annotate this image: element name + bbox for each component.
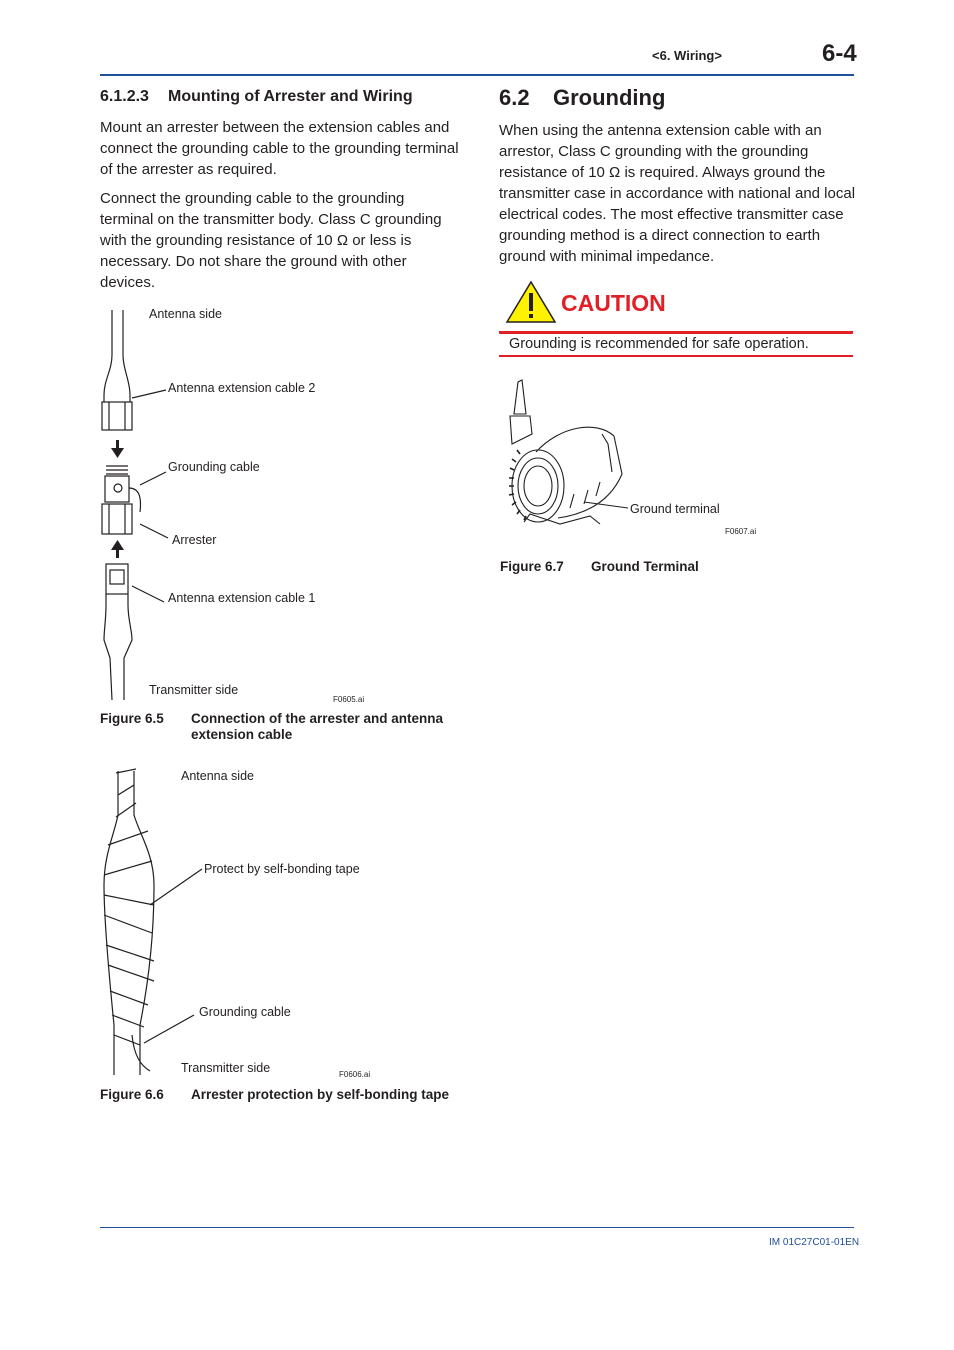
assembly-arrows bbox=[111, 440, 124, 558]
label-grounding-cable: Grounding cable bbox=[168, 460, 260, 474]
figure-file-code-67: F0607.ai bbox=[725, 527, 757, 536]
cable2-left-edge bbox=[104, 310, 112, 402]
label-arrester: Arrester bbox=[172, 533, 217, 547]
grounding-wire-66 bbox=[132, 1035, 150, 1071]
page-number: 6-4 bbox=[822, 40, 857, 67]
caption-text: Connection of the arrester and antenna extension cable bbox=[191, 711, 444, 742]
cable1-connector bbox=[106, 564, 128, 594]
arrester-nut bbox=[102, 504, 132, 534]
section-heading-6-1-2-3 bbox=[100, 88, 413, 106]
ground-terminal-leader bbox=[584, 502, 628, 508]
caution-title: CAUTION bbox=[561, 290, 666, 316]
paragraph-arrester-2: Connect the grounding cable to the grounding terminal on the transmitter body. Class C grounding with the grounding resistance of 10 Ω or less is necessary. Do not share the ground with other devices. bbox=[100, 190, 442, 291]
label-antenna-side: Antenna side bbox=[149, 307, 222, 321]
header-rule bbox=[100, 74, 854, 76]
figure-6-7-drawing bbox=[500, 374, 630, 534]
tape-wraps bbox=[104, 785, 154, 1045]
antenna-icon bbox=[514, 380, 526, 414]
label-extension-cable-2: Antenna extension cable 2 bbox=[168, 381, 316, 395]
arrester-ground-screw bbox=[114, 484, 122, 492]
figure-6-5-drawing bbox=[96, 300, 336, 710]
housing-mount bbox=[524, 514, 600, 524]
cable1-right-edge bbox=[124, 594, 132, 700]
grounding-wire bbox=[129, 488, 141, 512]
heading-title-6-2: Grounding bbox=[553, 85, 666, 110]
label-self-bonding-tape: Protect by self-bonding tape bbox=[204, 862, 360, 876]
label-transmitter-side-66: Transmitter side bbox=[181, 1061, 271, 1075]
figure-6-7-caption bbox=[500, 559, 860, 577]
cable1-left-edge bbox=[104, 594, 112, 700]
cable2-right-edge bbox=[123, 310, 130, 402]
heading-title: Mounting of Arrester and Wiring bbox=[168, 88, 413, 105]
label-grounding-cable-66: Grounding cable bbox=[199, 1005, 291, 1019]
figure-file-code-66: F0606.ai bbox=[339, 1070, 371, 1079]
caution-top-rule bbox=[499, 331, 853, 334]
caption-text-66: Arrester protection by self-bonding tape bbox=[191, 1087, 450, 1102]
antenna-elbow bbox=[510, 416, 532, 444]
paragraph-grounding: When using the antenna extension cable with an arrestor, Class C grounding with the grounding resistance of 10 Ω is required. Always ground the transmitter case in accordance with national and local electrical codes. The most effective transmitter case grounding method is a direct connection to earth ground with minimal impedance. bbox=[499, 122, 856, 265]
arrester-body bbox=[105, 476, 129, 502]
document-code: IM 01C27C01-01EN bbox=[769, 1237, 860, 1248]
caption-number-67: Figure 6.7 bbox=[500, 559, 564, 574]
header-section: <6. Wiring> bbox=[652, 48, 722, 63]
footer-rule bbox=[100, 1227, 854, 1228]
paragraph-arrester-1: Mount an arrester between the extension cables and connect the grounding cable to the grounding terminal of the arrester as required. bbox=[100, 119, 459, 178]
arrester-thread-top bbox=[106, 466, 128, 474]
warning-triangle-icon bbox=[505, 280, 557, 324]
caution-bottom-rule bbox=[499, 355, 853, 357]
heading-number: 6.1.2.3 bbox=[100, 88, 149, 105]
figure-6-5-caption bbox=[100, 711, 460, 745]
figure-file-code: F0605.ai bbox=[333, 695, 365, 704]
figure-6-6-caption bbox=[100, 1087, 460, 1121]
caution-text: Grounding is recommended for safe operation. bbox=[509, 336, 809, 352]
figure-6-6-drawing bbox=[96, 765, 206, 1081]
tape-right-edge bbox=[134, 771, 154, 1075]
cable2-connector bbox=[102, 402, 132, 430]
label-antenna-side-66: Antenna side bbox=[181, 769, 254, 783]
caption-number-66: Figure 6.6 bbox=[100, 1087, 164, 1102]
label-extension-cable-1: Antenna extension cable 1 bbox=[168, 591, 316, 605]
label-ground-terminal: Ground terminal bbox=[630, 502, 720, 516]
caption-number: Figure 6.5 bbox=[100, 711, 164, 726]
heading-number-6-2: 6.2 bbox=[499, 85, 530, 110]
section-heading-6-2 bbox=[499, 85, 665, 111]
caption-text-67: Ground Terminal bbox=[591, 559, 699, 574]
label-transmitter-side: Transmitter side bbox=[149, 683, 239, 697]
